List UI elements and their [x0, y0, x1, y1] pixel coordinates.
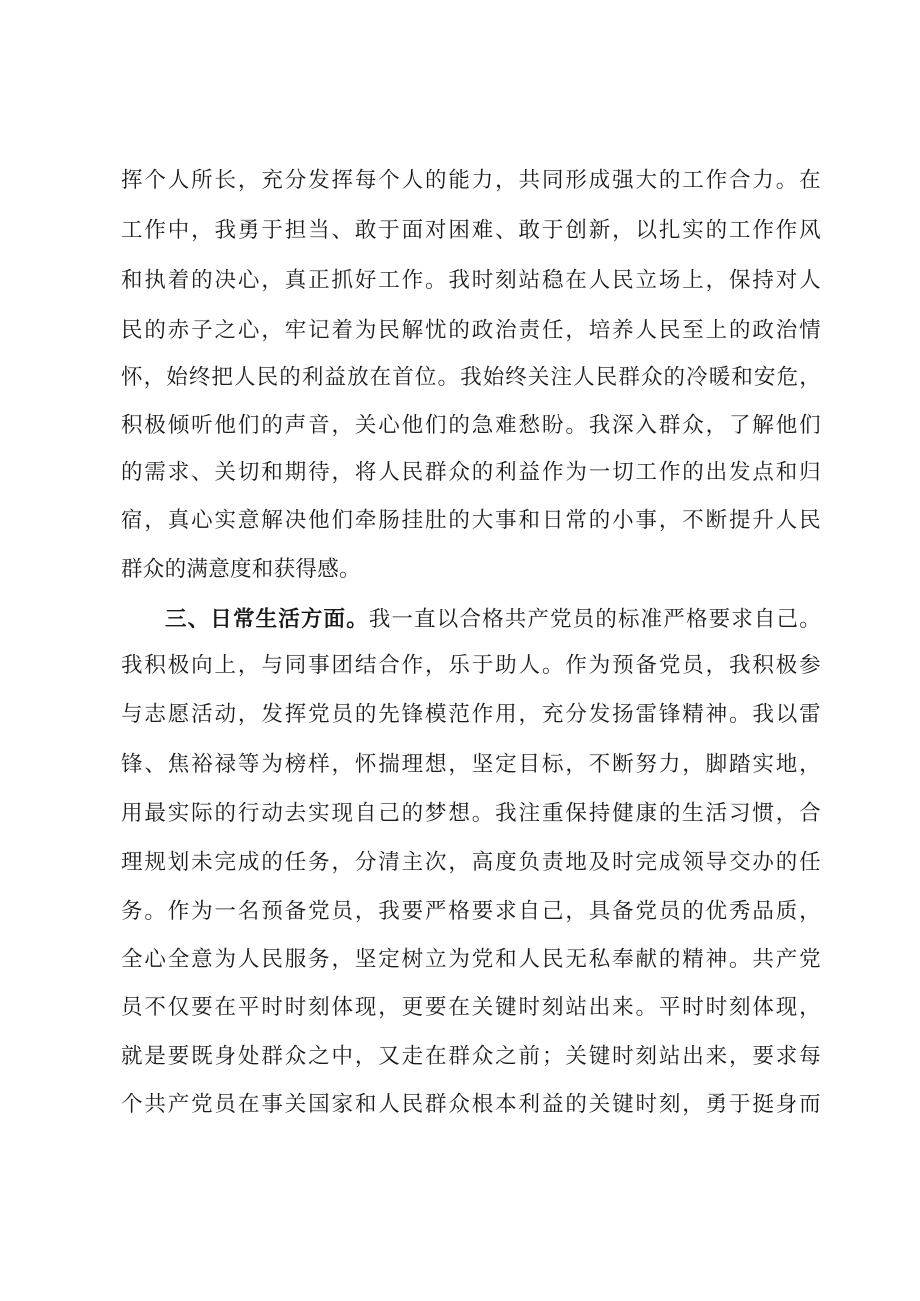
text-line: 我积极向上，与同事团结合作，乐于助人。作为预备党员，我积极参	[121, 653, 821, 678]
text-line: 与志愿活动，发挥党员的先锋模范作用，充分发扬雷锋精神。我以雷	[121, 702, 821, 727]
text-line: 员不仅要在平时时刻体现，更要在关键时刻站出来。平时时刻体现，	[121, 995, 821, 1020]
text-line: 和执着的决心，真正抓好工作。我时刻站稳在人民立场上，保持对人	[121, 268, 821, 293]
text-line: 怀，始终把人民的利益放在首位。我始终关注人民群众的冷暖和安危，	[121, 365, 821, 390]
text-line: 宿，真心实意解决他们牵肠挂肚的大事和日常的小事，不断提升人民	[121, 508, 821, 533]
text-line: 工作中，我勇于担当、敢于面对困难、敢于创新，以扎实的工作作风	[121, 218, 821, 243]
section-heading: 三、日常生活方面。	[165, 607, 369, 632]
text-line: 民的赤子之心，牢记着为民解忧的政治责任，培养人民至上的政治情	[121, 318, 821, 343]
text-line: 就是要既身处群众之中，又走在群众之前；关键时刻站出来，要求每	[121, 1044, 821, 1069]
text-span: 我一直以合格共产党员的标准严格要求自己。	[368, 607, 821, 632]
text-line: 群众的满意度和获得感。	[121, 557, 361, 582]
text-line: 个共产党员在事关国家和人民群众根本利益的关键时刻，勇于挺身而	[121, 1092, 821, 1117]
text-line: 挥个人所长，充分发挥每个人的能力，共同形成强大的工作合力。在	[121, 168, 821, 193]
text-line: 锋、焦裕禄等为榜样，怀揣理想，坚定目标，不断努力，脚踏实地，	[121, 752, 821, 777]
text-line: 用最实际的行动去实现自己的梦想。我注重保持健康的生活习惯，合	[121, 801, 821, 826]
text-line: 理规划未完成的任务，分清主次，高度负责地及时完成领导交办的任	[121, 850, 821, 875]
text-line: 全心全意为人民服务，坚定树立为党和人民无私奉献的精神。共产党	[121, 947, 821, 972]
text-line: 务。作为一名预备党员，我要严格要求自己，具备党员的优秀品质，	[121, 899, 821, 924]
text-line: 积极倾听他们的声音，关心他们的急难愁盼。我深入群众，了解他们	[121, 413, 821, 438]
text-line: 的需求、关切和期待，将人民群众的利益作为一切工作的出发点和归	[121, 460, 821, 485]
paragraph-first-line	[165, 600, 821, 640]
